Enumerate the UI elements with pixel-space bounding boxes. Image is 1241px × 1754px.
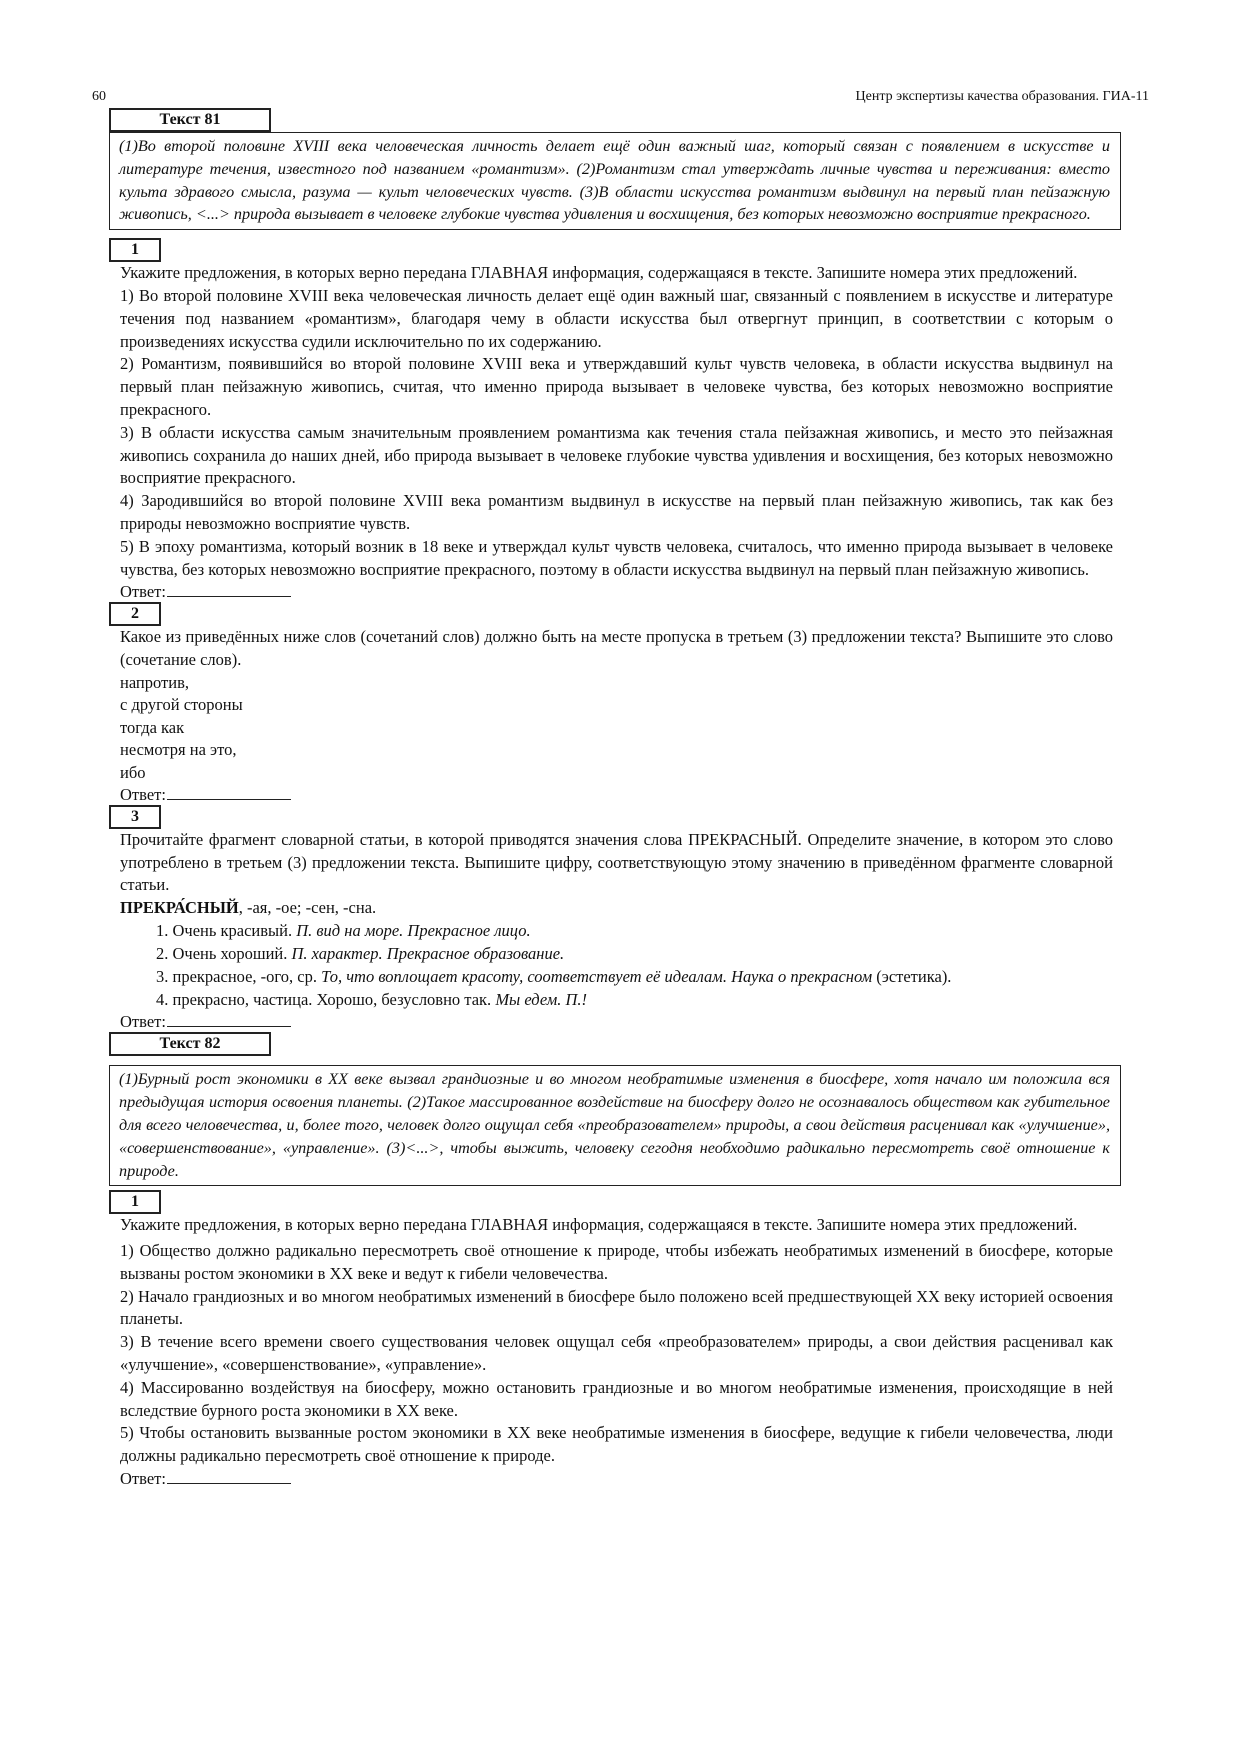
answer-label: Ответ: bbox=[120, 785, 166, 805]
text-81-passage: (1)Во второй половине XVIII века человеческая личность делает ещё один важный шаг, который связан с появлением в искусстве и литературе течения, известного под названием «романтизм». (2)Романтизм стал утверждать личные чувства и переживания: вместо культа здравого смысла, разума — культ человеческих чувств. (3)В области искусства романтизм выдвинул на первый план пейзажную живопись, <...> природа вызывает в человеке глубокие чувства удивления и восхищения, без которых невозможно восприятие прекрасного. bbox=[109, 132, 1121, 230]
answer-label: Ответ: bbox=[120, 1012, 166, 1032]
answer-line[interactable] bbox=[167, 1011, 291, 1027]
dictionary-forms: , -ая, -ое; -сен, -сна. bbox=[238, 897, 377, 917]
dictionary-sense-2 bbox=[120, 942, 1113, 965]
task-81-2-option-1: напротив, bbox=[120, 672, 190, 692]
sense-tail: (эстетика). bbox=[872, 967, 952, 987]
task-81-2-option-5: ибо bbox=[120, 762, 146, 782]
task-81-2-option-4: несмотря на это, bbox=[120, 740, 237, 760]
answer-81-3 bbox=[120, 1011, 1113, 1032]
dictionary-entry-head bbox=[120, 897, 1113, 920]
task-81-1-option-2: 2) Романтизм, появившийся во второй половине XVIII века и утверждавший культ чувств человека, в области искусства выдвинул на первый план пейзажную живопись, считая, что именно природа вызывает в человеке чувства, без которых невозможно восприятие прекрасного. bbox=[120, 354, 1113, 419]
task-82-1-option-2: 2) Начало грандиозных и во многом необратимых изменений в биосфере было положено всей предшествующей XX веку историей освоения планеты. bbox=[120, 1286, 1113, 1329]
task-81-3-question: Прочитайте фрагмент словарной статьи, в которой приводятся значения слова ПРЕКРАСНЫЙ. Определите значение, в котором это слово употреблено в третьем (3) предложении текста. Выпишите цифру, соответствующую этому значению в приведённом фрагменте словарной статьи. bbox=[120, 830, 1113, 895]
page-number: 60 bbox=[92, 89, 106, 104]
task-number-81-3: 3 bbox=[109, 805, 161, 829]
answer-line[interactable] bbox=[167, 784, 291, 800]
sense-text: 1. Очень красивый. bbox=[156, 921, 297, 941]
text-82-passage: (1)Бурный рост экономики в XX веке вызвал грандиозные и во многом необратимые изменения в биосфере, хотя начало им положила вся предыдущая история освоения планеты. (2)Такое массированное воздействие на биосферу долго не осознавалось обществом как губительное для всего человечества, и, более того, человек долго ощущал себя «преобразователем» природы, а свои действия расценивал как «улучшение», «совершенствование», «управление». (3)<...>, чтобы выжить, человеку сегодня необходимо радикально пересмотреть своё отношение к природе. bbox=[109, 1065, 1121, 1186]
sense-example: П. вид на море. Прекрасное лицо. bbox=[296, 921, 531, 941]
task-81-2-option-3: тогда как bbox=[120, 717, 185, 737]
dictionary-headword: ПРЕКРА́СНЫЙ bbox=[120, 897, 239, 917]
task-82-1-option-5: 5) Чтобы остановить вызванные ростом экономики в XX веке необратимые изменения в биосфере, ведущие к гибели человечества, люди должны радикально пересмотреть своё отношение к природе. bbox=[120, 1423, 1113, 1466]
task-82-1-question: Укажите предложения, в которых верно передана ГЛАВНАЯ информация, содержащаяся в тексте. Запишите номера этих предложений. bbox=[120, 1215, 1078, 1235]
page-content bbox=[120, 108, 1113, 1489]
task-81-2-question: Какое из приведённых ниже слов (сочетаний слов) должно быть на месте пропуска в третьем (3) предложении текста? Выпишите это слово (сочетание слов). bbox=[120, 627, 1113, 669]
answer-81-1 bbox=[120, 581, 1113, 602]
task-81-2-option-2: с другой стороны bbox=[120, 695, 243, 715]
running-header: Центр экспертизы качества образования. ГИА-11 bbox=[855, 89, 1149, 104]
task-81-1-option-3: 3) В области искусства самым значительным проявлением романтизма как течения стала пейзажная живопись, и место это пейзажная живопись сохранила до наших дней, ибо природа вызывает в человеке глубокие чувства удивления и восхищения, без которых невозможно восприятие прекрасного. bbox=[120, 422, 1113, 488]
task-82-1-option-3: 3) В течение всего времени своего существования человек ощущал себя «преобразователем» природы, а свои действия расценивал как «улучшение», «совершенствование», «управление». bbox=[120, 1332, 1113, 1375]
task-82-1-option-1: 1) Общество должно радикально пересмотреть своё отношение к природе, чтобы избежать необратимых изменений в биосфере, которые вызваны ростом экономики в XX веке и ведут к гибели человечества. bbox=[120, 1241, 1113, 1283]
task-82-1-option-4: 4) Массированно воздействуя на биосферу, можно остановить грандиозные и во многом необратимые изменения, происходящие в ней вследствие бурного роста экономики в XX веке. bbox=[120, 1377, 1113, 1420]
dictionary-sense-1 bbox=[120, 919, 1113, 942]
task-81-1-option-1: 1) Во второй половине XVIII века человеческая личность делает ещё один важный шаг, связанный с появлением в искусстве и литературе течения под названием «романтизм», благодаря чему в области искусства был отвергнут принцип, в соответствии с которым о произведениях искусства судили исключительно по их содержанию. bbox=[120, 285, 1113, 351]
task-81-1-option-4: 4) Зародившийся во второй половине XVIII века романтизм выдвинул в искусстве на первый план пейзажную живопись, так как без природы невозможно восприятие чувств. bbox=[120, 491, 1113, 533]
answer-label: Ответ: bbox=[120, 582, 166, 602]
answer-line[interactable] bbox=[167, 1468, 291, 1484]
task-number-82-1: 1 bbox=[109, 1190, 161, 1214]
answer-line[interactable] bbox=[167, 581, 291, 597]
sense-text: 2. Очень хороший. bbox=[156, 944, 292, 964]
task-81-1-question: Укажите предложения, в которых верно передана ГЛАВНАЯ информация, содержащаяся в тексте. Запишите номера этих предложений. bbox=[120, 263, 1078, 283]
sense-example: То, что воплощает красоту, соответствует её идеалам. Наука о прекрасном bbox=[321, 967, 873, 987]
task-81-1-option-5: 5) В эпоху романтизма, который возник в 18 веке и утверждал культ чувств человека, считалось, что именно природа вызывает в человеке чувства, без которых невозможно восприятие прекрасного, поэтому в области искусства выдвинул на первый план пейзажную живопись. bbox=[120, 536, 1113, 579]
answer-82-1 bbox=[120, 1468, 1113, 1489]
sense-text: 4. прекрасно, частица. Хорошо, безусловно так. bbox=[156, 990, 496, 1010]
sense-example: П. характер. Прекрасное образование. bbox=[291, 944, 565, 964]
task-number-81-2: 2 bbox=[109, 602, 161, 626]
answer-81-2 bbox=[120, 784, 1113, 805]
dictionary-sense-3 bbox=[120, 965, 1113, 988]
answer-label: Ответ: bbox=[120, 1469, 166, 1489]
sense-text: 3. прекрасное, -ого, ср. bbox=[156, 967, 322, 987]
text-82-title: Текст 82 bbox=[109, 1032, 271, 1056]
dictionary-sense-4 bbox=[120, 988, 1113, 1011]
sense-example: Мы едем. П.! bbox=[495, 990, 588, 1010]
task-number-81-1: 1 bbox=[109, 238, 161, 262]
text-81-title: Текст 81 bbox=[109, 108, 271, 132]
